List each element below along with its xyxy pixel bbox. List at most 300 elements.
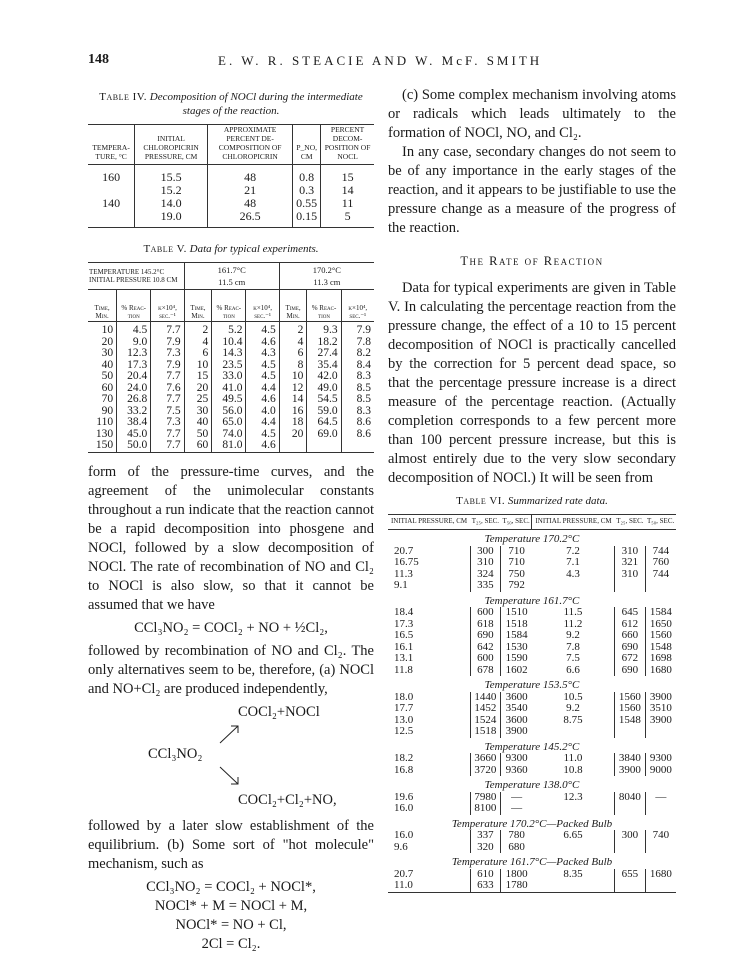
table5-cell: 7.9	[341, 322, 374, 337]
table6-cell: 11.2	[563, 617, 583, 630]
table6-cell: 9000	[645, 765, 676, 777]
table5-cell: 4.4	[246, 383, 279, 395]
table5-cell: 4.5	[246, 360, 279, 372]
table5-cell: 10	[101, 324, 114, 336]
table6-cell: 750	[501, 569, 532, 581]
table5	[88, 262, 374, 453]
table6-cell: 310	[615, 546, 646, 558]
equation-1: CCl₃NO₂ = COCl₂ + NO + ½Cl₂,	[134, 619, 328, 636]
table5-cell: 7.5	[151, 406, 184, 418]
table5-cell: 150	[95, 439, 114, 451]
table6-cell: 13.0	[394, 713, 414, 726]
arrow-up-right-icon	[218, 723, 242, 745]
table6-group-row	[388, 592, 676, 608]
table6-cell: 660	[615, 630, 646, 642]
table6-cell: 17.7	[394, 702, 414, 714]
table4-cell: 19.0	[135, 210, 208, 228]
table6-cell: 655	[615, 869, 646, 881]
table6-cell: 1584	[501, 630, 532, 642]
table6-cell: 337	[470, 830, 501, 842]
table5-cell: 7.7	[151, 429, 184, 441]
table6-row	[388, 869, 676, 881]
table5-cell: 8.3	[341, 406, 374, 418]
table4-header-cell: TEMPERA-TURE, °C	[88, 125, 135, 165]
table6-cell: 321	[615, 557, 646, 569]
table4-cell: 0.55	[293, 197, 321, 210]
table4-cell: 0.3	[293, 184, 321, 197]
table6-cell	[532, 803, 615, 815]
table5-cell: 70	[101, 393, 114, 405]
right-para-1: (c) Some complex mechanism involving atoms or radicals which leads ultimately to the formation of NOCl, NO, and Cl₂.	[388, 87, 676, 141]
table4-cell: 15	[321, 165, 374, 185]
table5-cell: 18	[279, 417, 307, 429]
table4-cell: 5	[321, 210, 374, 228]
table4-cell: 160	[102, 170, 121, 184]
table5-group-header	[184, 263, 279, 290]
table5-group-header	[279, 263, 374, 290]
table6-cell: 19.6	[394, 790, 414, 803]
table6-cell: 300	[470, 546, 501, 558]
table6-group-row	[388, 853, 676, 869]
table6-cell: 16.8	[394, 763, 414, 776]
table6-cell: 780	[501, 830, 532, 842]
table5-col-header: Time, Min.	[88, 290, 117, 322]
table5-cell: 7.8	[341, 337, 374, 349]
table6-cell: 9.2	[566, 702, 580, 714]
table6-cell: 3840	[615, 753, 646, 765]
table5-cell: 81.0	[212, 440, 246, 452]
table6-cell: 7980	[470, 792, 501, 804]
table6-cell: 678	[470, 665, 501, 677]
table6-cell: 18.4	[394, 606, 414, 618]
table6-cell: 690	[615, 665, 646, 677]
table6-cell: 310	[615, 569, 646, 581]
table5-cell: 40	[184, 417, 212, 429]
table5-cell: 20	[184, 383, 212, 395]
table6-row	[388, 557, 676, 569]
table6-cell	[615, 880, 646, 892]
table6-cell: 16.75	[394, 556, 419, 568]
table5-cell: 33.2	[117, 406, 151, 418]
table6-cell: 612	[615, 619, 646, 631]
table5-col-header: k×10⁴, sec.⁻¹	[246, 290, 279, 322]
table6-cell: 610	[470, 869, 501, 881]
table5-cell: 4.4	[246, 417, 279, 429]
table5-cell: 7.7	[151, 440, 184, 452]
table5-cell: 30	[101, 347, 114, 359]
table6-cell: 20.7	[394, 867, 414, 880]
table4-cell: 15.5	[135, 165, 208, 185]
equation-2d: 2Cl = Cl₂.	[201, 935, 261, 952]
table5-cell: 2	[184, 322, 212, 337]
table6-cell: 1560	[645, 630, 676, 642]
table6-cell: 710	[501, 557, 532, 569]
table6-cell: 6.65	[563, 829, 583, 841]
table6-cell: 11.0	[563, 752, 583, 764]
table4-cell: 140	[102, 196, 121, 210]
table4	[88, 124, 374, 228]
table6	[388, 514, 676, 893]
table4-header-cell: INITIAL CHLOROPICRIN PRESSURE, CM	[135, 125, 208, 165]
table6-cell: 9300	[501, 753, 532, 765]
table5-cell: 40	[101, 358, 114, 371]
table6-cell: 7.8	[566, 640, 580, 653]
table6-cell: 1780	[501, 880, 532, 892]
table6-cell: 11.5	[563, 606, 583, 618]
table6-cell: 16.0	[394, 829, 414, 841]
table4-caption: Table IV. Decomposition of NOCl during the intermediate stages of the reaction.	[99, 91, 363, 117]
table4-row	[88, 165, 374, 185]
table6-cell: 792	[501, 580, 532, 592]
table5-cell: 8.4	[341, 360, 374, 372]
table5-col-header: k×10⁴, sec.⁻¹	[341, 290, 374, 322]
table6-cell: 740	[645, 830, 676, 842]
table6-cell: 12.3	[563, 790, 583, 803]
table6-cell: 1440	[470, 692, 501, 704]
table6-cell: —	[645, 792, 676, 804]
table4-cell: 48	[208, 197, 293, 210]
table6-cell: 9.2	[566, 629, 580, 641]
table5-cell: 110	[96, 416, 114, 428]
table5-temp-value: 145.2°C	[140, 268, 165, 276]
table5-cell: 8.6	[341, 417, 374, 429]
table5-cell: 38.4	[117, 417, 151, 429]
table5-cell: 7.7	[151, 394, 184, 406]
table6-cell: 10.5	[563, 690, 583, 703]
table5-group-header	[88, 263, 184, 290]
table5-pressure-label: INITIAL PRESSURE	[89, 276, 151, 284]
equation-2c: NOCl* = NO + Cl,	[175, 916, 287, 933]
table6-group-row	[388, 776, 676, 792]
table6-cell: 16.5	[394, 629, 414, 641]
table6-cell: 16.1	[394, 640, 414, 653]
table6-cell	[645, 842, 676, 854]
table5-cell: 7.3	[151, 417, 184, 429]
left-para-1: form of the pressure-time curves, and the agreement of the unimolecular constants throughout a run indicate that the reaction cannot be a rapid decomposition into phosgene and NOCl, followed by a slow decomposition of NOCl. The rate of recombination of NO and Cl₂ to NOCl is also slow, so that it cannot be assumed that we have	[88, 463, 374, 613]
table6-cell	[615, 842, 646, 854]
table5-cell: 20	[101, 335, 114, 348]
table6-group-title: Temperature 153.5°C	[484, 679, 580, 691]
table5-temp-value: 161.7°C	[217, 265, 246, 275]
table5-row	[88, 322, 374, 337]
table5-cell: 4.5	[117, 322, 151, 337]
table5-cell: 4.5	[246, 322, 279, 337]
table5-cell: 4.5	[246, 429, 279, 441]
table6-cell	[532, 580, 615, 592]
table6-cell: 633	[470, 880, 501, 892]
table6-cell: 3600	[501, 692, 532, 704]
reaction-scheme	[88, 699, 374, 817]
table5-cell: 9.0	[117, 337, 151, 349]
table6-group-title: Temperature 161.7°C	[484, 594, 580, 607]
table5-cell: 23.5	[212, 360, 246, 372]
table6-header-cell: T₅₀, SEC.	[645, 515, 676, 530]
table5-cell: 69.0	[307, 429, 341, 441]
table5-temp-label: TEMPERATURE	[89, 268, 140, 276]
table6-row	[388, 753, 676, 765]
table6-cell: 1650	[645, 619, 676, 631]
table5-cell: 27.4	[307, 348, 341, 360]
table5-cell: 10.4	[212, 337, 246, 349]
table6-group-row	[388, 738, 676, 754]
table6-cell: 1800	[501, 869, 532, 881]
table6-row	[388, 569, 676, 581]
table5-col-header: % Reac-tion	[117, 290, 151, 322]
table6-group-row	[388, 815, 676, 831]
table6-cell: 9.6	[394, 840, 408, 853]
table5-cell: 65.0	[212, 417, 246, 429]
table6-cell: 335	[470, 580, 501, 592]
table5-cell: 20.4	[117, 371, 151, 383]
table6-cell: 1680	[645, 665, 676, 677]
table6-cell: 3540	[501, 703, 532, 715]
table6-cell: 7.5	[566, 652, 580, 664]
table5-cell: 7.6	[151, 383, 184, 395]
table6-cell: 9300	[645, 753, 676, 765]
right-para-2: In any case, secondary changes do not seem to be of any importance in the early stages of the reaction, and it appears to be justifiable to use the pressure change as a measure of the progress of the reaction.	[388, 144, 676, 236]
table6-header-cell: T₂₅, SEC.	[470, 515, 501, 530]
table4-cell: 48	[208, 165, 293, 185]
table5-row	[88, 394, 374, 406]
table5-cell: 7.7	[151, 322, 184, 337]
table6-cell: 11.3	[394, 567, 413, 580]
table5-cell: 6	[279, 348, 307, 360]
table6-cell: 324	[470, 569, 501, 581]
table4-cell: 0.8	[293, 165, 321, 185]
table6-cell: 1548	[645, 642, 676, 654]
table6-cell: 17.3	[394, 617, 414, 630]
table5-row	[88, 348, 374, 360]
section-heading: The Rate of Reaction	[460, 254, 604, 268]
table6-cell: 3720	[470, 765, 501, 777]
table6-cell: 13.1	[394, 652, 414, 664]
table6-header-cell: INITIAL PRESSURE, CM	[388, 515, 470, 530]
table6-cell: 18.2	[394, 752, 414, 764]
running-title: E. W. R. STEACIE AND W. McF. SMITH	[218, 53, 543, 68]
table6-group-title: Temperature 161.7°C—Packed Bulb	[451, 856, 613, 868]
page-header	[88, 52, 688, 72]
table5-cell: 4	[184, 337, 212, 349]
table5-row	[88, 371, 374, 383]
table5-cell	[279, 440, 307, 452]
table4-header-cell: PERCENT DECOM-POSITION OF NOCL	[321, 125, 374, 165]
table6-cell	[615, 580, 646, 592]
table6-cell	[532, 880, 615, 892]
table4-cell: 0.15	[293, 210, 321, 228]
table6-group-title: Temperature 170.2°C	[484, 533, 580, 545]
table6-cell	[645, 726, 676, 738]
table6-cell: 1680	[645, 869, 676, 881]
table4-row	[88, 210, 374, 228]
table6-cell: 1510	[501, 607, 532, 619]
table6-row	[388, 880, 676, 892]
table5-cell	[307, 440, 341, 452]
table5-cell: 7.3	[151, 348, 184, 360]
table5-col-header: Time, Min.	[279, 290, 307, 322]
table6-cell: 3900	[615, 765, 646, 777]
table5-cell: 4.6	[246, 440, 279, 452]
table6-cell: 672	[615, 653, 646, 665]
table6-row	[388, 665, 676, 677]
right-para-3: Data for typical experiments are given in Table V. In calculating the percentage reaction from the pressure change, the effect of a 10 to 15 percent decomposition of NOCl is practically cancelled by the correction for 5 percent dead space, so that the percentage pressure increase is a direct measure of the percentage reaction. (Actually completion corresponds to a few percent more than 100 percent pressure increase, but this is almost entirely due to the very slow secondary decomposition of NOCl.) It will be seen from	[388, 280, 676, 486]
table6-row	[388, 830, 676, 842]
table6-row	[388, 765, 676, 777]
table5-cell: 4.6	[246, 394, 279, 406]
table5-cell: 4.0	[246, 406, 279, 418]
table5-cell: 49.5	[212, 394, 246, 406]
table6-row	[388, 842, 676, 854]
table6-row	[388, 653, 676, 665]
table5-cell: 33.0	[212, 371, 246, 383]
table6-cell: 20.7	[394, 544, 414, 557]
table5-cell: 60	[184, 440, 212, 452]
table6-cell: 600	[470, 653, 501, 665]
table5-col-header-row	[88, 290, 374, 322]
table6-cell: 10.8	[563, 763, 583, 776]
table6-row	[388, 792, 676, 804]
table6-cell: 645	[615, 607, 646, 619]
table5-cell: 2	[279, 322, 307, 337]
table6-cell	[532, 842, 615, 854]
table5-temp-value: 170.2°C	[312, 265, 341, 275]
table6-cell	[615, 803, 646, 815]
table5-cell: 59.0	[307, 406, 341, 418]
table5-cell: 9.3	[307, 322, 341, 337]
table5-cell: 50	[101, 370, 114, 382]
table6-row	[388, 580, 676, 592]
table6-cell: 1524	[470, 715, 501, 727]
table6-cell: 1602	[501, 665, 532, 677]
table6-cell: 12.5	[394, 725, 414, 737]
page-number: 148	[88, 52, 109, 67]
table6-row	[388, 726, 676, 738]
table6-cell: 1560	[615, 703, 646, 715]
table5-cell: 7.9	[151, 360, 184, 372]
table6-cell: 7.1	[566, 556, 580, 568]
table6-cell: —	[501, 792, 532, 804]
table6-cell: 744	[645, 569, 676, 581]
table6-cell: 1560	[615, 692, 646, 704]
table5-cell: 56.0	[212, 406, 246, 418]
table6-cell: 8.75	[563, 713, 583, 726]
table6-cell: 11.0	[394, 879, 413, 891]
table5-caption: Table V. Data for typical experiments.	[143, 243, 319, 255]
table6-cell: 8.35	[563, 867, 583, 880]
table6-cell: 760	[645, 557, 676, 569]
left-column	[88, 90, 374, 954]
table6-group-title: Temperature 170.2°C—Packed Bulb	[451, 817, 613, 830]
table6-header-row	[388, 515, 676, 530]
table5-cell: 50	[184, 429, 212, 441]
table5-cell: 45.0	[117, 429, 151, 441]
table5-cell: 8	[279, 360, 307, 372]
table6-cell: 1590	[501, 653, 532, 665]
table5-cell: 26.8	[117, 394, 151, 406]
table4-cell	[88, 210, 135, 228]
table6-cell: 9.1	[394, 579, 408, 591]
table5-cell: 41.0	[212, 383, 246, 395]
table5-cell: 4	[279, 337, 307, 349]
table5-temp-row	[88, 263, 374, 290]
table6-cell: 600	[470, 607, 501, 619]
table5-row	[88, 440, 374, 452]
table5-cell: 14.3	[212, 348, 246, 360]
table5-cell: 49.0	[307, 383, 341, 395]
table6-cell	[615, 726, 646, 738]
table5-cell: 25	[184, 394, 212, 406]
table5-cell: 64.5	[307, 417, 341, 429]
table6-cell: 4.3	[566, 567, 580, 580]
table5-cell: 130	[95, 427, 114, 440]
table5-cell: 8.5	[341, 394, 374, 406]
table5-cell: 8.5	[341, 383, 374, 395]
table6-cell: 9360	[501, 765, 532, 777]
equation-2b: NOCl* + M = NOCl + M,	[154, 897, 308, 914]
table6-cell: 1530	[501, 642, 532, 654]
table5-cell: 4.3	[246, 348, 279, 360]
table6-group-row	[388, 530, 676, 546]
table6-cell: 310	[470, 557, 501, 569]
table5-cell: 24.0	[117, 383, 151, 395]
table6-group-row	[388, 676, 676, 692]
table5-pressure-value: 11.5 cm	[218, 277, 246, 287]
table5-cell: 8.2	[341, 348, 374, 360]
table6-cell: 3510	[645, 703, 676, 715]
table4-header-cell: P_NO, CM	[293, 125, 321, 165]
table6-cell: 1698	[645, 653, 676, 665]
table6-cell: —	[501, 803, 532, 815]
right-column	[388, 86, 676, 893]
table6-cell: 1584	[645, 607, 676, 619]
table5-col-header: % Reac-tion	[212, 290, 246, 322]
table6-cell: 710	[501, 546, 532, 558]
table6-row	[388, 803, 676, 815]
table6-cell: 3600	[501, 715, 532, 727]
table5-cell: 54.5	[307, 394, 341, 406]
table5-cell: 8.3	[341, 371, 374, 383]
table6-row	[388, 703, 676, 715]
table6-cell: 618	[470, 619, 501, 631]
table6-cell: 690	[470, 630, 501, 642]
table6-cell	[532, 726, 615, 738]
table5-cell: 5.2	[212, 322, 246, 337]
table5-cell: 17.3	[117, 360, 151, 372]
table6-row	[388, 630, 676, 642]
table6-cell: 11.8	[394, 663, 413, 676]
table6-cell: 1518	[470, 726, 501, 738]
table5-cell: 8.6	[341, 429, 374, 441]
table4-cell: 21	[208, 184, 293, 197]
scheme-bot: COCl₂+Cl₂+NO,	[238, 791, 337, 808]
left-para-2: followed by recombination of NO and Cl₂. The only alternatives seem to be, therefore, (a) NOCl and NO+Cl₂ are produced independently,	[88, 642, 374, 697]
table5-cell: 90	[101, 404, 114, 417]
table6-cell: 1452	[470, 703, 501, 715]
table6-cell: 744	[645, 546, 676, 558]
table5-col-header: % Reac-tion	[307, 290, 341, 322]
table6-cell: 1518	[501, 619, 532, 631]
table5-cell: 14	[279, 394, 307, 406]
table6-cell: 7.2	[566, 544, 580, 557]
table5-cell: 10	[279, 371, 307, 383]
table5-cell: 60	[101, 381, 114, 394]
table5-cell: 7.9	[151, 337, 184, 349]
arrow-down-right-icon	[218, 765, 242, 787]
table6-cell: 642	[470, 642, 501, 654]
table6-cell: 16.0	[394, 802, 414, 814]
table4-header-cell: APPROXIMATE PERCENT DE-COMPOSITION OF CHLOROPICRIN	[208, 125, 293, 165]
table6-header-cell: T₅₀, SEC.	[501, 515, 532, 530]
table4-cell: 15.2	[135, 184, 208, 197]
